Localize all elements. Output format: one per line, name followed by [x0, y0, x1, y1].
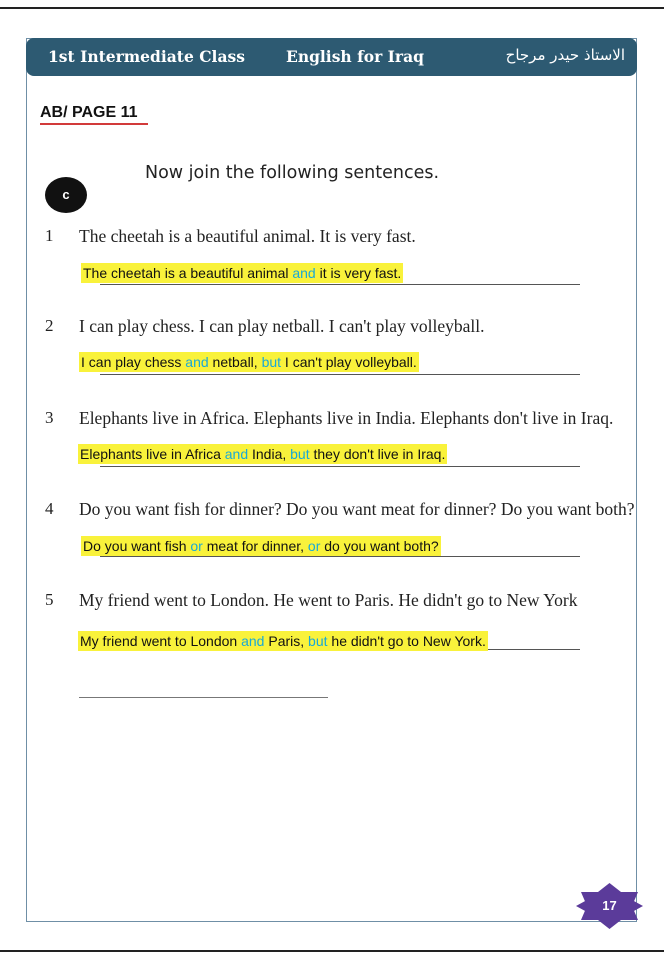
- conjunction: or: [190, 538, 203, 554]
- item-number: 2: [45, 316, 54, 335]
- conjunction: or: [307, 538, 321, 554]
- teacher-name: الاستاذ حيدر مرجاح: [505, 46, 625, 64]
- answer-text: I can play chess and netball, but I can't play volleyball.: [81, 354, 417, 370]
- bottom-rule: [0, 950, 664, 952]
- conjunction: and: [241, 633, 265, 649]
- conjunction: but: [308, 633, 328, 649]
- page-reference-underline: [40, 123, 148, 125]
- item-text: My friend went to London. He went to Paris. He didn't go to New York: [79, 590, 578, 610]
- item-text: Do you want fish for dinner? Do you want meat for dinner? Do you want both?: [79, 499, 635, 519]
- page-number: 17: [602, 898, 617, 913]
- answer-line: [100, 556, 580, 557]
- item-number: 3: [45, 408, 54, 427]
- item-text: Elephants live in Africa. Elephants live in India. Elephants don't live in Iraq.: [79, 408, 614, 428]
- item-number: 1: [45, 226, 54, 245]
- answer-text: My friend went to London and Paris, but he didn't go to New York.: [80, 633, 486, 649]
- header-bar: [26, 38, 637, 76]
- class-label: 1st Intermediate Class: [48, 47, 245, 66]
- blank-answer-line: [79, 697, 328, 698]
- answer-text: The cheetah is a beautiful animal and it is very fast.: [83, 265, 402, 281]
- conjunction: but: [261, 354, 282, 370]
- conjunction: and: [224, 446, 249, 462]
- page-reference: AB/ PAGE 11: [40, 104, 138, 121]
- conjunction: but: [290, 446, 310, 462]
- conjunction: and: [185, 354, 209, 370]
- answer-line: [100, 466, 580, 467]
- answer-line: [100, 374, 580, 375]
- top-rule: [0, 7, 664, 9]
- item-number: 4: [45, 499, 54, 518]
- answer-line: [100, 284, 580, 285]
- item-text: The cheetah is a beautiful animal. It is very fast.: [79, 226, 416, 246]
- answer-text: Elephants live in Africa and India, but they don't live in Iraq.: [80, 446, 446, 462]
- instruction: Now join the following sentences.: [145, 163, 440, 183]
- subject-label: English for Iraq: [286, 47, 424, 66]
- item-text: I can play chess. I can play netball. I can't play volleyball.: [79, 316, 485, 336]
- conjunction: and: [292, 265, 316, 281]
- answer-text: Do you want fish or meat for dinner, or do you want both?: [83, 538, 439, 554]
- item-number: 5: [45, 590, 54, 609]
- section-badge: c: [45, 177, 87, 213]
